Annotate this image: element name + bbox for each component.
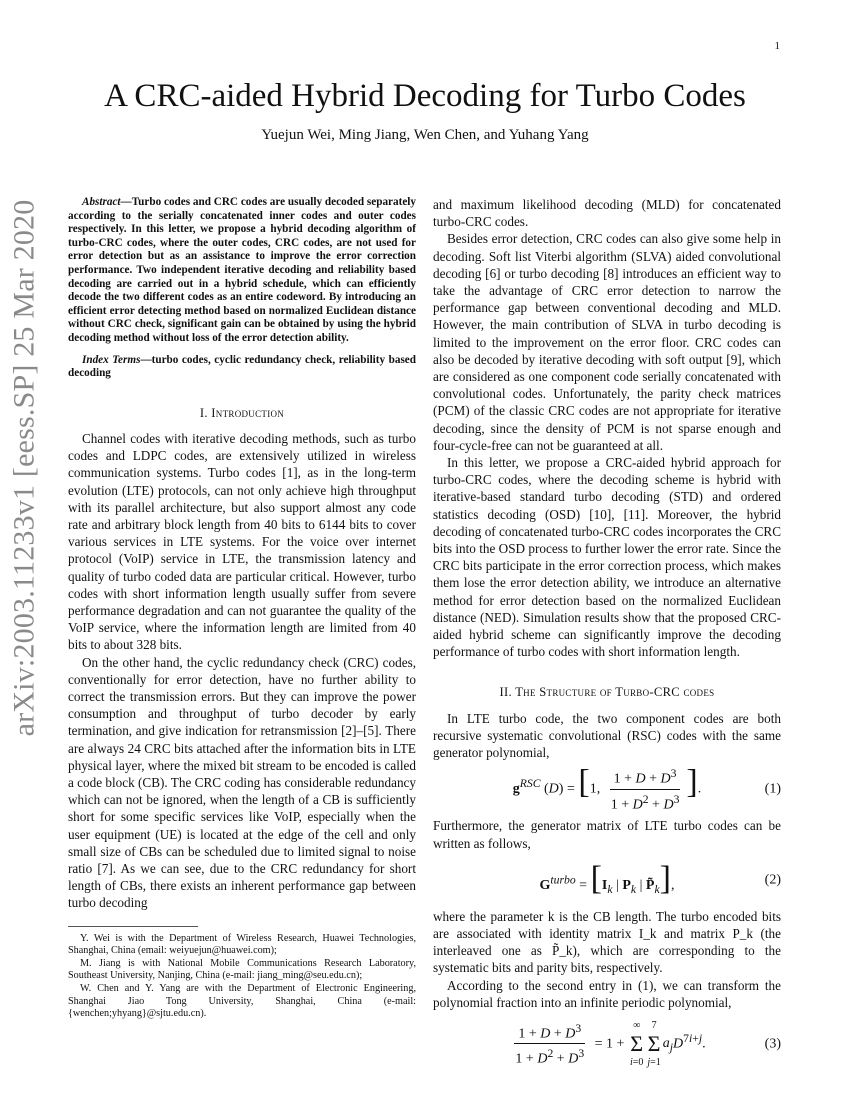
structure-paragraph-4: According to the second entry in (1), we can transform the polynomial fraction into an infinite periodic polynomial, bbox=[433, 977, 781, 1010]
arxiv-stamp: arXiv:2003.11233v1 [eess.SP] 25 Mar 2020 bbox=[7, 199, 40, 737]
abstract-text: —Turbo codes and CRC codes are usually decoded separately according to the serially concatenated inner codes and outer codes respectively. In this letter, we propose a hybrid decoding algorithm of turbo-CRC codes, where the outer codes, CRC codes, are not used for error detection but as an assistance to improve the error correction performance. Two independent iterative decoding and reliability based decoding are carried out in a hybrid schedule, which can efficiently decode the two different codes as an entire codeword. By introducing an efficient error detecting method based on normalized Euclidean distance without CRC check, significant gain can be obtained by using the hybrid decoding method without loss of the error detection ability. bbox=[68, 196, 416, 344]
left-column bbox=[68, 196, 416, 1021]
footnote-1: Y. Wei is with the Department of Wireless Research, Huawei Technologies, Shanghai, China (email: weiyuejun@huawei.com); bbox=[68, 932, 416, 957]
equation-2 bbox=[433, 860, 781, 900]
page-number: 1 bbox=[774, 40, 780, 52]
structure-paragraph-2: Furthermore, the generator matrix of LTE turbo codes can be written as follows, bbox=[433, 818, 781, 851]
intro-paragraph-3: Besides error detection, CRC codes can also give some help in decoding. Soft list Viterbi algorithm (SLVA) aided convolutional decoding [6] or turbo decoding [8] introduces an efficient way to take the advantage of CRC error detection to narrow the performance gap between conventional decoding and MLD. However, the main contribution of SLVA in turbo decoding is limited to the improvement on the error floor. CRC codes can also be decoded by iterative decoding with soft output [9], which are considered as one component code serially concatenated with convolutional codes. Unfortunately, the parity check matrices (PCM) of the classic CRC codes are not appropriate for iterative decoding, since the density of PCM is not sparse enough and four-cycle-free can not be guaranteed at all. bbox=[433, 231, 781, 453]
abstract bbox=[68, 196, 416, 346]
equation-3-number: (3) bbox=[764, 1036, 781, 1052]
abstract-label: Abstract bbox=[82, 196, 121, 208]
section-heading-introduction: I. Introduction bbox=[199, 405, 285, 420]
right-column bbox=[433, 196, 781, 1077]
intro-paragraph-2-continued: and maximum likelihood decoding (MLD) for concatenated turbo-CRC codes. bbox=[433, 197, 781, 230]
index-terms-label: Index Terms bbox=[82, 353, 141, 366]
index-terms bbox=[68, 354, 416, 381]
equation-2-body: $G^{turbo} = [I_k$ | $P_k$ | $P̃_k$], bbox=[539, 859, 675, 897]
index-terms-text: —turbo codes, cyclic redundancy check, reliability based decoding bbox=[68, 353, 416, 380]
equation-3 bbox=[433, 1019, 781, 1069]
arxiv-sidebar bbox=[2, 199, 46, 737]
structure-paragraph-1: In LTE turbo code, the two component codes are both recursive systematic convolutional (RSC) codes with the same generator polynomial, bbox=[433, 710, 781, 761]
equation-2-number: (2) bbox=[764, 872, 781, 888]
equation-1 bbox=[433, 763, 781, 813]
intro-paragraph-2: On the other hand, the cyclic redundancy check (CRC) codes, conventionally for error detection, have no further ability to correct the transmission errors. But they can improve the power consumption and throughput of turbo decoder by early termination, and give indication for retransmission [2]–[5]. There are always 24 CRC bits attached after the information bits in LTE physical layer, where the mixed bit stream to be encoded is called a code block (CB). The CRC coding has considerable redundancy which can not be ignored, when the length of a CB is sufficiently short for some specific services like VoIP, especially when the user equipment (UE) is located at the edge of the cell and only small size of CBs can be scheduled due to limited signal to noise ratio [7]. As we can see, due to the CRC redundancy for short length of CBs, there exists an inherent performance gap between turbo decoding bbox=[68, 654, 416, 911]
author-list: Yuejun Wei, Ming Jiang, Wen Chen, and Yuhang Yang bbox=[261, 127, 589, 143]
equation-1-number: (1) bbox=[764, 781, 781, 797]
section-heading-structure: II. The Structure of Turbo-CRC codes bbox=[499, 685, 715, 700]
equation-1-body: $g^{RSC}$ (D) = [1, $\frac{1 + D + D^3}{1 + D^2 + D^3}$ ]. bbox=[512, 763, 702, 813]
equation-3-body: $\frac{1 + D + D^3}{1 + D^2 + D^3}$ = 1 + ∞ Σ i=0 7 Σ j=1 $a_jD^{7i+j}$. bbox=[515, 1019, 706, 1068]
intro-paragraph-4: In this letter, we propose a CRC-aided hybrid approach for turbo-CRC codes, where the decoding scheme is hybrid with iterative-based standard turbo decoding (STD) and ordered statistics decoding (OSD) [10], [11]. Moreover, the hybrid decoding of concatenated turbo-CRC codes incorporates the CRC bits into the OSD process to further lower the error rate. Since the CRC bits participate in the error correction process, which makes them lose the error detection ability, we introduce an alternative method for error detection based on the normalized Euclidean distance (NED). Simulation results show that the proposed CRC-aided hybrid scheme can significantly improve the decoding performance of turbo codes with short information length. bbox=[433, 455, 781, 660]
footnote-3: W. Chen and Y. Yang are with the Department of Electronic Engineering, Shanghai Jiao Tong University, Shanghai, China (e-mail: {wenchen;yhyang}@sjtu.edu.cn). bbox=[68, 982, 416, 1020]
footnote-divider bbox=[68, 926, 198, 927]
intro-paragraph-1: Channel codes with iterative decoding methods, such as turbo codes and LDPC codes, are extensively utilized in wireless communication systems. Turbo codes [1], as in the long-term evolution (LTE) protocols, can not only achieve high throughput with its parallel architecture, but also support almost any code rate and arbitrary block length from 40 bits to 6144 bits to cover various services in LTE systems. For the voice over internet protocol (VoIP) service in LTE, the transmission latency and quality of turbo coded data are particular critical. However, turbo codes with short information length usually suffer from severe performance degradation and can not guarantee the quality of the VoIP service, where the information length are limited from 40 bits to about 328 bits. bbox=[68, 430, 416, 653]
footnote-2: M. Jiang is with National Mobile Communications Research Laboratory, Southeast University, Nanjing, China (e-mail: jiang_ming@seu.edu.cn); bbox=[68, 957, 416, 982]
structure-paragraph-3: where the parameter k is the CB length. The turbo encoded bits are associated with identity matrix I_k and matrix P_k (the interleaved one as P̃_k), which are corresponding to the systematic bits and parity bits, respectively. bbox=[433, 908, 781, 976]
paper-title: A CRC-aided Hybrid Decoding for Turbo Codes bbox=[104, 78, 746, 114]
